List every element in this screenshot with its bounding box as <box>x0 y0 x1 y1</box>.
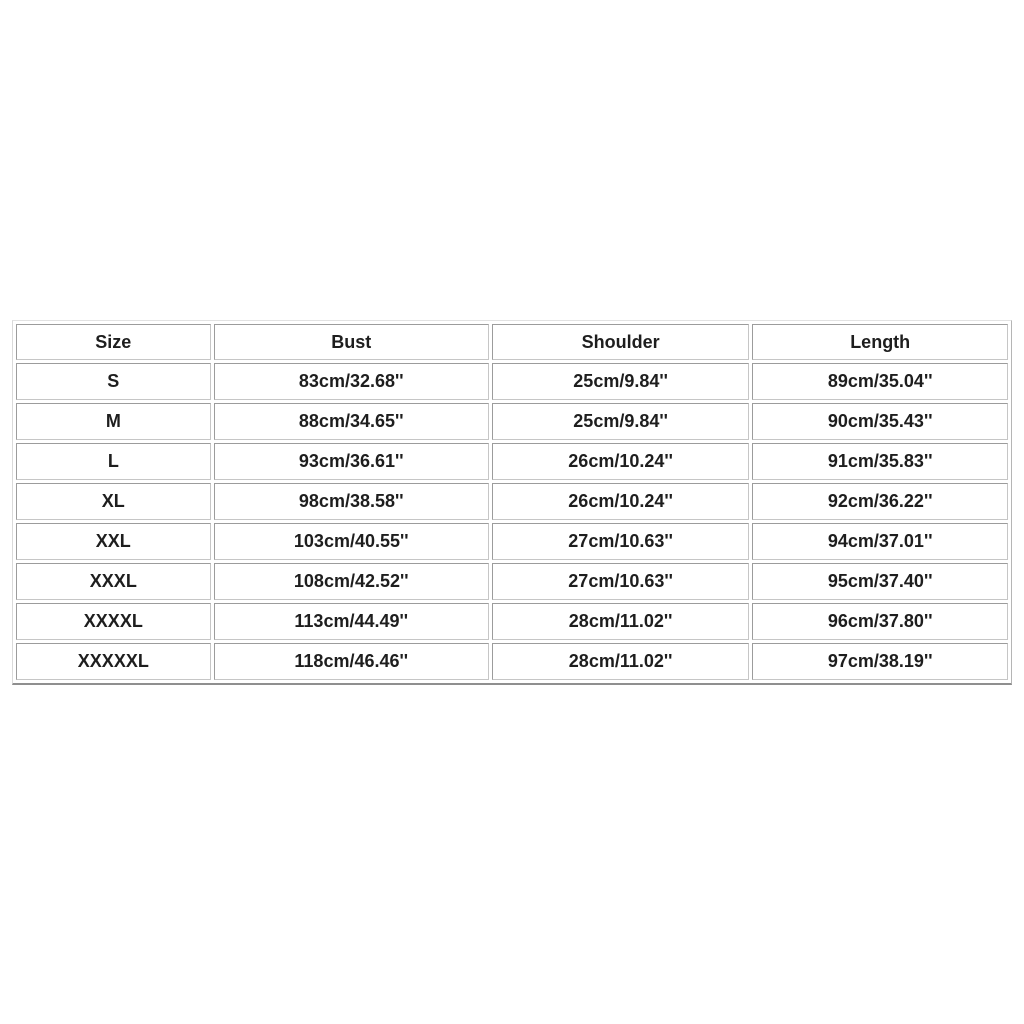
bust-cell: 83cm/32.68'' <box>214 363 489 400</box>
size-cell: XXXXXL <box>16 643 211 680</box>
bust-cell: 103cm/40.55'' <box>214 523 489 560</box>
bust-cell: 113cm/44.49'' <box>214 603 489 640</box>
length-cell: 94cm/37.01'' <box>752 523 1008 560</box>
size-cell: M <box>16 403 211 440</box>
length-cell: 96cm/37.80'' <box>752 603 1008 640</box>
length-cell: 90cm/35.43'' <box>752 403 1008 440</box>
bust-cell: 88cm/34.65'' <box>214 403 489 440</box>
bust-cell: 93cm/36.61'' <box>214 443 489 480</box>
length-cell: 92cm/36.22'' <box>752 483 1008 520</box>
shoulder-cell: 26cm/10.24'' <box>492 483 750 520</box>
length-cell: 89cm/35.04'' <box>752 363 1008 400</box>
column-header-length: Length <box>752 324 1008 360</box>
length-cell: 91cm/35.83'' <box>752 443 1008 480</box>
table-row <box>16 443 1008 480</box>
shoulder-cell: 26cm/10.24'' <box>492 443 750 480</box>
size-cell: XXXL <box>16 563 211 600</box>
table-row <box>16 403 1008 440</box>
table-row <box>16 643 1008 680</box>
table-row <box>16 363 1008 400</box>
shoulder-cell: 25cm/9.84'' <box>492 363 750 400</box>
size-chart-table <box>12 320 1012 685</box>
table-row <box>16 523 1008 560</box>
length-cell: 95cm/37.40'' <box>752 563 1008 600</box>
shoulder-cell: 25cm/9.84'' <box>492 403 750 440</box>
length-cell: 97cm/38.19'' <box>752 643 1008 680</box>
size-cell: S <box>16 363 211 400</box>
shoulder-cell: 27cm/10.63'' <box>492 523 750 560</box>
table-row <box>16 603 1008 640</box>
table-row <box>16 483 1008 520</box>
size-cell: XL <box>16 483 211 520</box>
shoulder-cell: 28cm/11.02'' <box>492 603 750 640</box>
size-cell: XXL <box>16 523 211 560</box>
table-row <box>16 563 1008 600</box>
column-header-shoulder: Shoulder <box>492 324 750 360</box>
header-row <box>16 324 1008 360</box>
bust-cell: 98cm/38.58'' <box>214 483 489 520</box>
size-cell: L <box>16 443 211 480</box>
column-header-size: Size <box>16 324 211 360</box>
size-cell: XXXXL <box>16 603 211 640</box>
shoulder-cell: 28cm/11.02'' <box>492 643 750 680</box>
bust-cell: 108cm/42.52'' <box>214 563 489 600</box>
bust-cell: 118cm/46.46'' <box>214 643 489 680</box>
column-header-bust: Bust <box>214 324 489 360</box>
shoulder-cell: 27cm/10.63'' <box>492 563 750 600</box>
